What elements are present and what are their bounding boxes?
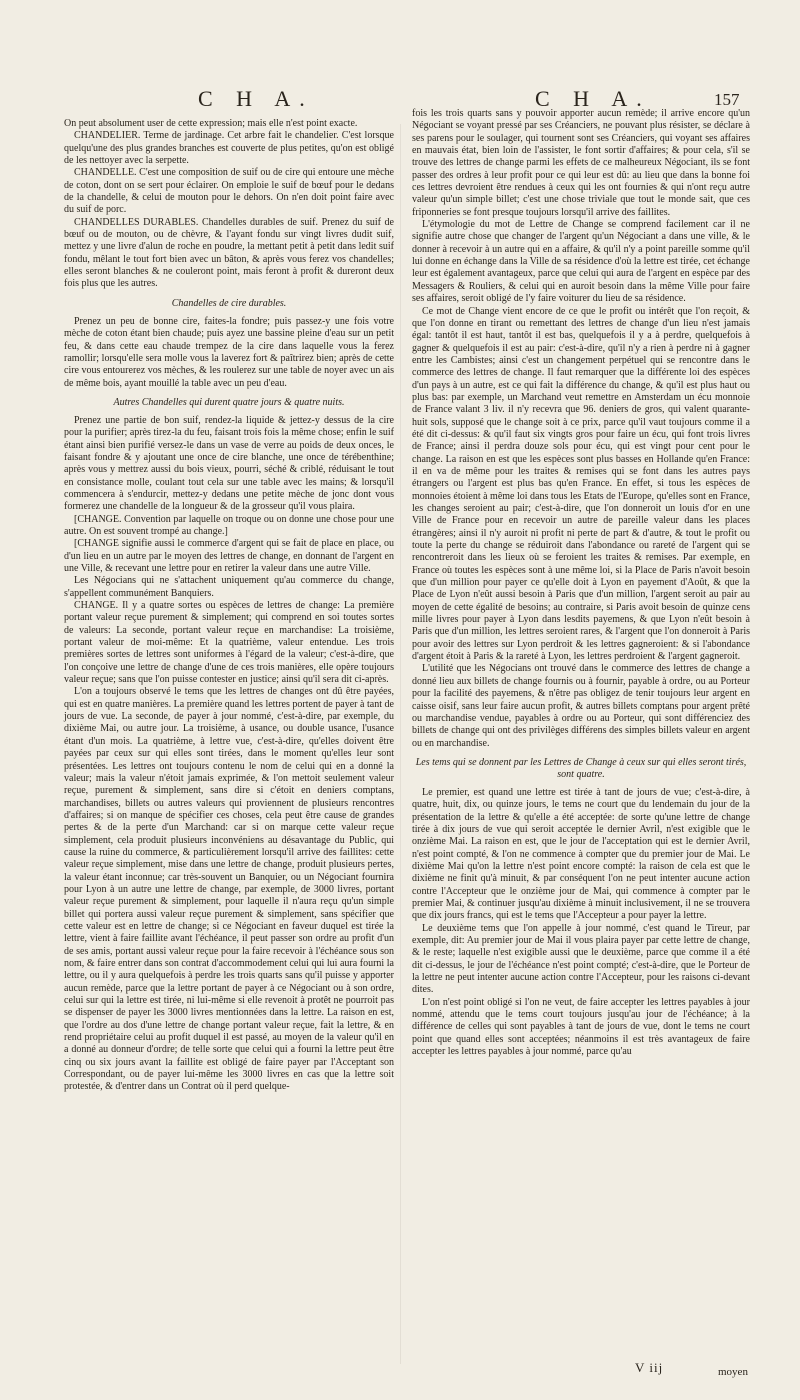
- paragraph: CHANDELLE. C'est une composition de suif ou de cire qui entoure une mèche de coton, dont on se sert pour éclairer. On emploie le suif de bœuf pour le dedans de la chandelle, & celui de mouton pour le dehors. On n'en doit point faire avec du suif de porc.: [64, 167, 394, 216]
- left-running-title: C H A.: [198, 86, 314, 111]
- paragraph: CHANDELIER. Terme de jardinage. Cet arbre fait le chandelier. C'est lorsque quelqu'une des plus grandes branches est couverte de plus petites, qu'on est obligé de les nettoyer avec la serpette.: [64, 130, 394, 167]
- paragraph: On peut absolument user de cette expression; mais elle n'est point exacte.: [64, 118, 358, 129]
- paragraph: [CHANGE signifie aussi le commerce d'argent qui se fait de place en place, ou d'un lieu en un autre par le moyen des lettres de change, en donnant de l'argent en une Ville, & recevant une lettre pour en retirer la valeur dans une autre Ville.: [64, 538, 394, 574]
- paragraph: CHANGE. Il y a quatre sortes ou espèces de lettres de change: La première portant valeur reçue purement & simplement; qui comprend en soi toutes sortes de valeurs: La seconde, portant valeur reçue en marchandise: La troisième, portant valeur de moi-même: Et la quatrième, valeur entendue. Les trois premières sortes de lettres sont uniformes à l'égard de la valeur; c'est-à-dire, que l'on conçoive une lettre de change d'une de ces trois manières, elle opère toujours valeur reçue; sans que l'on puisse contester en justice; ainsi qu'il sera dit ci-après.: [64, 600, 394, 686]
- paragraph: L'on n'est point obligé si l'on ne veut, de faire accepter les lettres payables à jour nommé, attendu que le tems court toujours jusqu'au jour de l'échéance; à la différence de celles qui sont payables à tant de jours de vue, dont le tems ne court point que quand elles sont acceptées; néanmoins il est très avantageux de faire accepter les lettres payables à jour nommé, parce qu'au: [412, 996, 750, 1058]
- section-heading: Les tems qui se donnent par les Lettres de Change à ceux sur qui elles seront tirés, sont quatre.: [415, 756, 747, 780]
- right-running-title: C H A.: [535, 86, 651, 111]
- section-heading: Autres Chandelles qui durent quatre jours & quatre nuits.: [113, 396, 345, 408]
- left-text-column: [64, 118, 394, 1094]
- printer-signature-mark: V iij: [635, 1360, 664, 1375]
- paragraph: Ce mot de Change vient encore de ce que le profit ou intérêt que l'on reçoit, & que l'on donne en tirant ou remettant des lettres de change d'un lieu n'est jamais égal: tantôt il est haut, tantôt il est bas, quelquefois il y a à perdre, quelquefois à gagner & quelquefois il est au pair: c'est-à-dire, qu'il n'y a rien à perdre ni à gagner entre les Cambistes; ainsi c'est un changement perpétuel qui se rencontre dans le commerce des lettres de change. Il faut remarquer que la différente loi des espèces d'un pays à un autre, est ce qui fait la différence du change, & qu'il est plus haut ou plus bas: par exemple, un Marchand veut remettre en Amsterdam un écu monnoie de France valant 3 liv. il n'y recevra que 96. deniers de gros, qui valent quarante-huit sols, supposé que le change soit à ce prix, parce qu'il vaut toujours comme il a été dit ci-dessus: & qu'il faut six vingts gros pour faire un écu, qui font trois livres de France; ainsi il perdra douze sols pour écu, qui est vingt pour cent pour le change. La raison en est que les espèces sont plus basses en Hollande qu'en France: il en va de même pour les traites & remises qui se font dans les autres pays étrangers ou l'argent est plus bas qu'en France. En effet, si tous les espèces de monnoies étoient à même loi dans tous les Etats de l'Europe, qu'elles sont en France, les changes seroient au pair; c'est-à-dire, que l'on donneroit un louis d'or en une Ville de France pour en recevoir un autre de pareille valeur dans les places étrangères; ainsi il n'y auroit ni profit ni perte de part & d'autre, & tout le profit ou toute la perte du change se réduiroit dans l'abondance ou rareté de l'argent qui se rencontreroit dans les lieux où se feroient les traites & remises. Par exemple, en France où toutes les espèces sont à une même loi, si la Place de Paris n'avoit besoin que d'un million pour payer ce qu'elle doit à Lyon en payement d'Août, & que la Place de Lyon n'eût aussi besoin à Paris que d'un million, l'argent seroit au pair au moyen de cette égalité de besoins; au contraire, si Paris avoit besoin de quinze cens mille livres pour payer à Lyon dans lesdits payemens, & que Lyon n'eût besoin à Paris que d'un million, les lettres seroient rares, & l'argent que l'on donneroit à Paris pour avoir des lettres sur Lyon perdroit & les lettres gagneroient: & si l'abondance d'argent étoit à Paris & la rareté à Lyon, les lettres perdroient & l'argent gagneroit.: [412, 305, 750, 663]
- paragraph: Le premier, est quand une lettre est tirée à tant de jours de vue; c'est-à-dire, à quatre, huit, dix, ou quinze jours, le tems ne court que du lendemain du jour de la présentation de la lettre & qu'elle a été acceptée: de sorte qu'une lettre de change tirée à dix jours de vue qui seroit acceptée le dernier Avril, n'est exigible que le onzième Mai. La raison en est, que le jour de l'acceptation qui est le dernier Avril, n'est point compté, & l'on ne commence à compter que du premier jour de Mai. Le dixième Mai qu'on la lettre n'est point encore compté: la raison de cela est que le dixième ne finit qu'à minuit, & par conséquent l'on ne peut intenter aucune action contre l'Accepteur que le onzième jour de Mai, qui commence à compter par le premier Mai, & continuer jusqu'au dixième à minuit inclusivement, il ne se trouvera que dix jours francs, qui est le tems que l'Accepteur a pour payer la lettre.: [412, 786, 750, 922]
- paragraph: fois les trois quarts sans y pouvoir apporter aucun remède; il arrive encore qu'un Négociant se voyant pressé par ses Créanciers, ne pouvant plus résister, se déclare à ses parens pour le soulager, qui tournent sont ses Créanciers, qui voyant ses affaires en mauvais état, bien loin de l'assister, le font sortir d'affaires; & pour cela, s'il se trouve des lettres de change parmi les effets de ce malheureux Négociant, ils se font passer des ordres à leur profit pour ce qui leur est dû: au lieu que dans la bonne foi ces lettres devroient être rendues à ceux qui les ont fournies & qui n'ont reçu autre valeur qu'un simple billet; c'est une chose triviale que tout le monde sait, que ces friponneries se font presque toujours lorsqu'il arrive des faillites.: [412, 108, 750, 218]
- paragraph: Prenez une partie de bon suif, rendez-la liquide & jettez-y dessus de la cire pour la purifier; après tirez-la du feu, faisant trois fois la même chose; enfin le suif étant ainsi bien purifié versez-le dans un vase de verre au poids de deux onces, le faisant fondre & y ajoutant une once de cire blanche, une once de térébenthine; après vous y mettrez aussi du bois vieux, pourri, séché & criblé, réduisant le tout en consistance molle, coulant tout cela sur une table avec les mains; & lorsqu'il commencera à s'endurcir, mettez-y dedans une petite mèche de jonc dont vous formerez une chandelle de la longueur & de la grosseur qu'il vous plaira.: [64, 414, 394, 513]
- paragraph: L'étymologie du mot de Lettre de Change se comprend facilement car il ne signifie autre chose que changer de l'argent qu'un Négociant a dans une ville, & le donner à recevoir à un autre qui en a affaire, & qu'il n'y a point pareille somme qu'il lui donne en échange dans la Ville de sa résidence d'où la lettre est tirée, cet échange leur est également avantageux, parce que celui qui aura de l'argent en espèce par des Messagers & Rouliers, & celui qui en auroit besoin dans la même Ville pour faire ses affaires, seroit obligé de l'y faire voiturer du lieu de sa résidence.: [412, 219, 750, 305]
- catchword: moyen: [718, 1366, 748, 1378]
- paragraph: L'on a toujours observé le tems que les lettres de changes ont dû être payées, qui est en quatre manières. La première quand les lettres portent de payer à tant de jours de vue. La seconde, de payer à jour nommé, c'est-à-dire, par exemple, du dixième Mai, ou autre jour. La troisième, à usance, ou double usance, l'usance étant d'un mois. La quatrième, à lettre vue, c'est-à-dire, qu'elles doivent être payées par ceux sur qui elles sont tirées, dans le moment qu'elles leur sont présentées. Les lettres ont toujours contenu le nom de celui qui en a donné la valeur; mais la valeur n'étoit jamais exprimée, & l'on mettoit seulement valeur reçue, purement & simplement, sans dire si c'étoit en deniers comptans, marchandises, billets ou autres valeurs qui proviennent de plusieurs rencontres d'affaires; si on manque de spécifier ces choses, cela peut être cause de grandes pertes & de la perte d'un Marchand: car si on marque cette valeur reçue simplement, cela produit plusieurs inconvéniens au désavantage du Public, qui cause la ruine du commerce, & particulièrement lorsqu'il arrive des faillites: cette valeur reçue simplement, mise dans une lettre de change, produit plusieurs pertes, la valeur étant inconnue; car très-souvent un Banquier, ou un Négociant fournira pour Lyon à un autre une lettre de change, par exemple, de 3000 livres, portant valeur reçue purement & simplement, pour laquelle il n'aura reçu qu'un simple billet qui portera aussi valeur reçue purement & simplement, sans spécifier que cette valeur est en lettre de change; si ce Négociant en faveur duquel est tirée la lettre, vient à faire faillite avant l'échéance, il peut passer son ordre au profit d'un de ses amis, portant aussi valeur reçue pour la faire recevoir à l'échéance sous son nom, & faire entrer dans son contrat d'accommodement celui qui lui aura fourni la lettre, ou il y aura quelquefois à perdre les trois quarts sans qu'il puisse y apporter aucun remède, parce que la lettre portant de payer à ce Négociant ou à son ordre, celui sur qui la lettre est tirée, ni lui-même si elle revenoit à protêt ne pourroit pas se dispenser de payer les 3000 livres mentionnées dans la lettre. La raison en est, que l'ordre au dos d'une lettre de change portant valeur reçue, fait la lettre, & en rend propriétaire celui au profit duquel il est passé, au moyen de la valeur qu'il en a donné au donneur d'ordre; de telle sorte que celui qui a fourni la lettre peut être cinq ou six jours avant la faillite est obligé de faire payer par l'Acceptant son Correspondant, ou de payer lui-même les 3000 livres en cas que la lettre soit protestée, & d'entrer dans un Contrat où il perd quelque-: [64, 686, 394, 1093]
- column-gutter: [400, 124, 401, 1364]
- paragraph: Le deuxième tems que l'on appelle à jour nommé, c'est quand le Tireur, par exemple, dit: Au premier jour de Mai il vous plaira payer par cette lettre de change, & le reste; laquelle n'est exigible aussi que le deuxième, parce que comme il a été dit ci-dessus, le jour de l'échéance n'est point compté; c'est-à-dire, que le Porteur de la lettre ne peut intenter aucune action contre l'Accepteur, pour les raisons ci-devant dites.: [412, 922, 750, 996]
- right-text-column: [412, 108, 750, 1058]
- paragraph: L'utilité que les Négocians ont trouvé dans le commerce des lettres de change a donné lieu aux billets de change fournis ou à fournir, payable à ordre, ou au Porteur pour la facilité des payemens, & n'être pas obligez de tenir toujours leur argent en caisse oisif, sans leur faire aucun profit, & autres billets comptans pour argent prêté ou marchandise vendue, payables à ordre ou au Porteur, qui sont différenciez des billets de change qui ont des privilèges différens des simples billets valeur en argent ou en marchandise.: [412, 663, 750, 749]
- paragraph: Les Négocians qui ne s'attachent uniquement qu'au commerce du change, s'appellent communément Banquiers.: [64, 575, 394, 599]
- paragraph: [CHANGE. Convention par laquelle on troque ou on donne une chose pour une autre. On est souvent trompé au change.]: [64, 513, 394, 537]
- paragraph: Prenez un peu de bonne cire, faites-la fondre; puis passez-y une fois votre mèche de coton étant bien chaude; puis ayez une bassine pleine d'eau sur un petit feu, & dans cette eau chaude trempez de la cire dans laquelle vous la ferez ramollir; lorsqu'elle sera molle vous la laverez fort & paîtrirez bien; après de cette cire vous entourerez vos mèches, & les roulerez sur une table de noyer avec un ais de même bois, ayant mouillé la table avec un peu d'eau.: [64, 315, 394, 389]
- page-number: 157: [714, 90, 740, 109]
- section-heading: Chandelles de cire durables.: [171, 297, 287, 309]
- paragraph: CHANDELLES DURABLES. Chandelles durables de suif. Prenez du suif de bœuf ou de mouton, ou de chèvre, & l'ayant fondu sur vingt livres dudit suif, mettez y une livre d'alun de roche en poudre, la mettant petit à petit dans ledit suif fondu, mêlant le tout fort bien avec un bâton, & après vous ferez vos chandelles; elles seront blanches & ne couleront point, mais feront à profit & dureront deux fois plus que les autres.: [64, 216, 394, 290]
